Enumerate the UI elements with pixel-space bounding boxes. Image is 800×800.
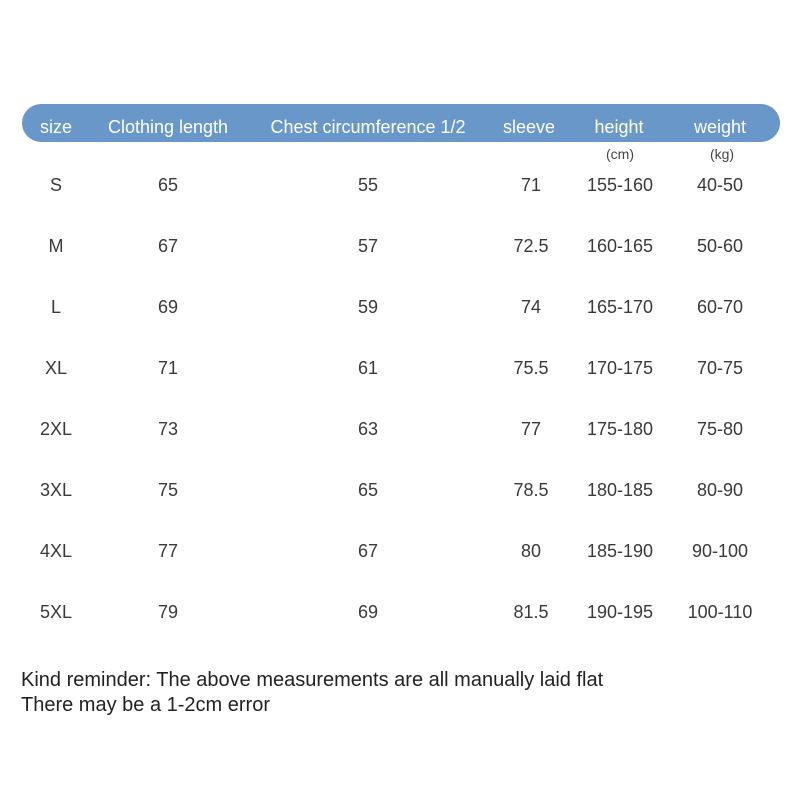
cell-weight: 70-75: [696, 358, 744, 378]
cell-weight: 80-90: [696, 480, 744, 500]
cell-sleeve: 78.5: [513, 480, 549, 500]
note-line-2: There may be a 1-2cm error: [21, 694, 270, 716]
table-row: [0, 279, 800, 340]
cell-chest: 55: [357, 175, 379, 195]
table-row: [0, 584, 800, 645]
cell-size: 5XL: [39, 602, 73, 622]
cell-size: XL: [44, 358, 68, 378]
cell-clothing-length: 73: [157, 419, 179, 439]
table-row: [0, 462, 800, 523]
cell-sleeve: 80: [520, 541, 542, 561]
cell-weight: 40-50: [696, 175, 744, 195]
cell-size: 3XL: [39, 480, 73, 500]
cell-sleeve: 81.5: [513, 602, 549, 622]
cell-clothing-length: 67: [157, 236, 179, 256]
cell-size: L: [50, 297, 62, 317]
cell-height: 155-160: [586, 175, 654, 195]
header-clothing-length: Clothing length: [107, 117, 229, 137]
table-header: [22, 104, 780, 142]
cell-weight: 60-70: [696, 297, 744, 317]
cell-clothing-length: 79: [157, 602, 179, 622]
table-row: [0, 401, 800, 462]
header-weight: weight: [693, 117, 747, 137]
cell-chest: 61: [357, 358, 379, 378]
cell-chest: 57: [357, 236, 379, 256]
cell-sleeve: 77: [520, 419, 542, 439]
cell-chest: 69: [357, 602, 379, 622]
cell-chest: 59: [357, 297, 379, 317]
size-table: [0, 157, 800, 645]
cell-size: S: [49, 175, 63, 195]
cell-height: 180-185: [586, 480, 654, 500]
cell-height: 185-190: [586, 541, 654, 561]
cell-clothing-length: 69: [157, 297, 179, 317]
cell-sleeve: 71: [520, 175, 542, 195]
cell-height: 170-175: [586, 358, 654, 378]
weight-unit: (kg): [709, 146, 735, 162]
cell-weight: 100-110: [687, 602, 753, 622]
cell-height: 190-195: [586, 602, 654, 622]
table-row: [0, 157, 800, 218]
cell-clothing-length: 77: [157, 541, 179, 561]
table-row: [0, 523, 800, 584]
measurement-note: [21, 668, 603, 718]
cell-sleeve: 74: [520, 297, 542, 317]
cell-height: 175-180: [586, 419, 654, 439]
cell-clothing-length: 71: [157, 358, 179, 378]
cell-chest: 67: [357, 541, 379, 561]
cell-sleeve: 72.5: [513, 236, 549, 256]
cell-weight: 50-60: [696, 236, 744, 256]
header-sleeve: sleeve: [502, 117, 556, 137]
note-line-1: Kind reminder: The above measurements are all manually laid flat: [21, 669, 604, 691]
cell-clothing-length: 75: [157, 480, 179, 500]
cell-chest: 63: [357, 419, 379, 439]
height-unit: (cm): [606, 146, 634, 162]
table-row: [0, 340, 800, 401]
cell-size: M: [48, 236, 64, 256]
cell-chest: 65: [357, 480, 379, 500]
cell-size: 4XL: [39, 541, 73, 561]
cell-sleeve: 75.5: [513, 358, 549, 378]
header-height: height: [594, 117, 644, 137]
cell-weight: 75-80: [696, 419, 744, 439]
cell-height: 160-165: [586, 236, 654, 256]
cell-clothing-length: 65: [157, 175, 179, 195]
header-chest-circumference: Chest circumference 1/2: [270, 117, 466, 137]
header-size: size: [39, 117, 73, 137]
cell-weight: 90-100: [691, 541, 749, 561]
cell-size: 2XL: [39, 419, 73, 439]
table-row: [0, 218, 800, 279]
cell-height: 165-170: [586, 297, 654, 317]
